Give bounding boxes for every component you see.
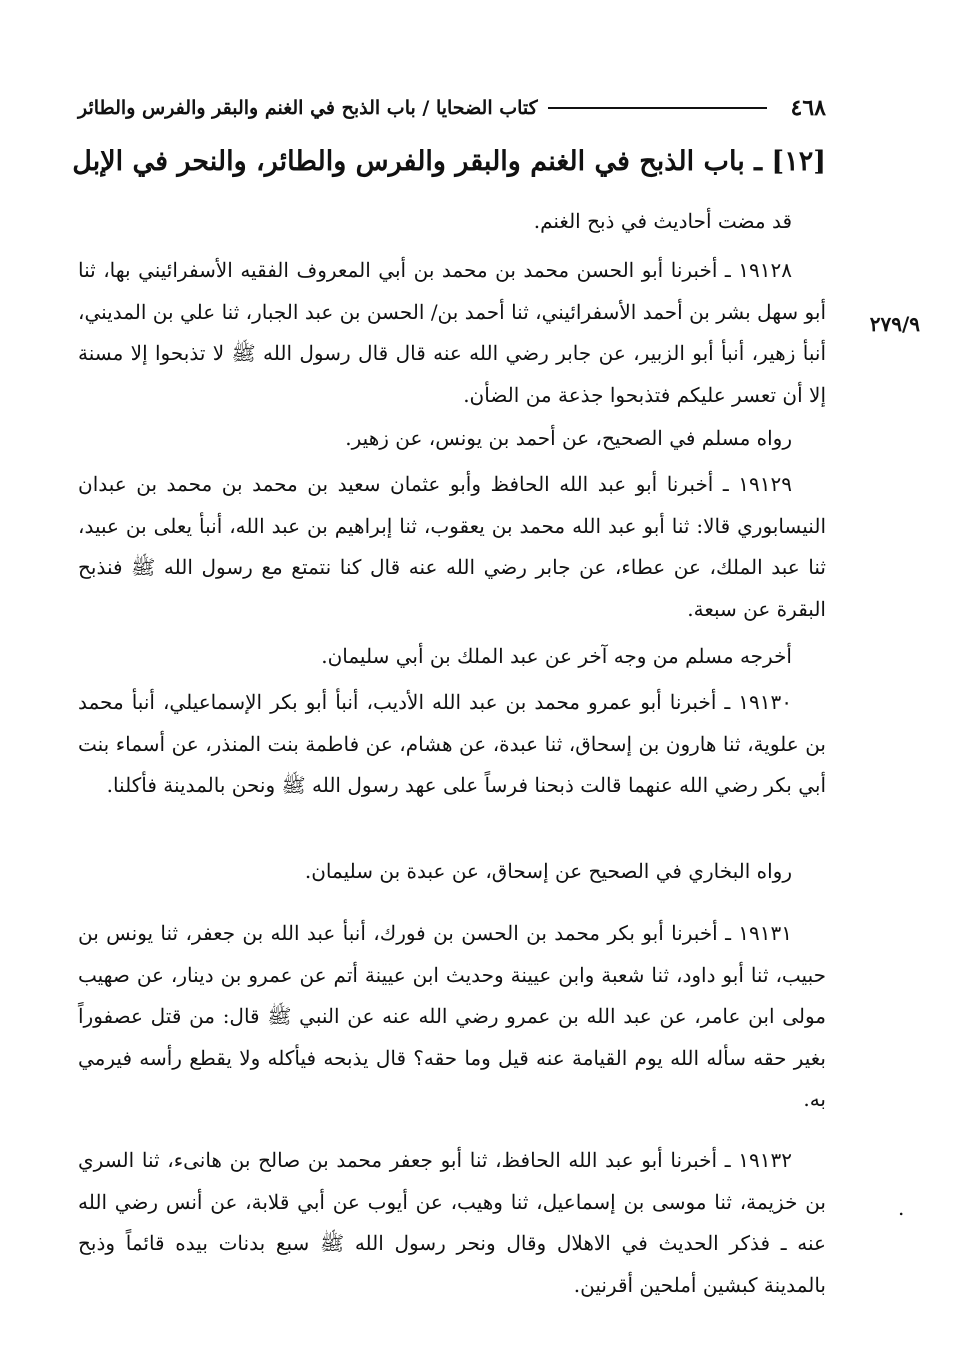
running-header	[78, 88, 826, 128]
paragraph: رواه مسلم في الصحيح، عن أحمد بن يونس، عن زهير.	[345, 426, 792, 450]
hadith-19129	[78, 464, 826, 630]
hadith-19131	[78, 913, 826, 1121]
paragraph: ١٩١٢٨ ـ أخبرنا أبو الحسن محمد بن محمد بن أبي المعروف الفقيه الأسفرائيني بها، ثنا أبو سهل بشر بن أحمد الأسفرائيني، ثنا أحمد بن/ الحسن بن عبد الجبار، ثنا علي بن المديني، أنبأ زهير، أنبأ أبو الزبير، عن جابر رضي الله عنه قال قال رسول الله ﷺ لا تذبحوا إلا مسنة إلا أن تعسر عليكم فتذبحوا جذعة من الضأن.	[78, 258, 826, 407]
paragraph: ١٩١٣٠ ـ أخبرنا أبو عمرو محمد بن عبد الله الأديب، أنبأ أبو بكر الإسماعيلي، أنبأ محمد بن علوية، ثنا هارون بن إسحاق، ثنا عبدة، عن هشام، عن فاطمة بنت المنذر، عن أسماء بنت أبي بكر رضي الله عنهما قالت ذبحنا فرساً على عهد رسول الله ﷺ ونحن بالمدينة فأكلنا.	[78, 690, 826, 797]
paragraph: ١٩١٣٢ ـ أخبرنا أبو عبد الله الحافظ، ثنا أبو جعفر محمد بن صالح بن هانىء، ثنا السري بن خزيمة، ثنا موسى بن إسماعيل، ثنا وهيب، عن أيوب عن أبي قلابة، عن أنس رضي الله عنه ـ فذكر الحديث في الاهلال وقال ونحر رسول الله ﷺ سبع بدنات بيده قائماً وذبح بالمدينة كبشين أملحين أقرنين.	[78, 1148, 826, 1297]
running-title: كتاب الضحايا / باب الذبح في الغنم والبقر والفرس والطائر	[78, 97, 538, 119]
paragraph: رواه البخاري في الصحيح عن إسحاق، عن عبدة بن سليمان.	[304, 859, 792, 883]
header-rule	[548, 107, 767, 109]
hadith-19128	[78, 250, 826, 416]
hadith-19132	[78, 1140, 826, 1306]
paragraph: ١٩١٢٩ ـ أخبرنا أبو عبد الله الحافظ وأبو عثمان سعيد بن محمد بن محمد بن عبدان النيسابوري قالا: ثنا أبو عبد الله محمد بن يعقوب، ثنا إبراهيم بن عبد الله، أنبأ يعلى بن عبيد، ثنا عبد الملك، عن عطاء، عن جابر رضي الله عنه قال كنا نتمتع مع رسول الله ﷺ فنذبح البقرة عن سبعة.	[78, 472, 826, 621]
chapter-title: [١٢] ـ باب الذبح في الغنم والبقر والفرس والطائر، والنحر في الإبل	[72, 146, 826, 177]
stray-mark: .	[898, 1196, 905, 1220]
note-19128	[78, 418, 826, 460]
note-19130	[78, 851, 826, 893]
paragraph: أخرجه مسلم من وجه آخر عن عبد الملك بن أبي سليمان.	[321, 644, 792, 668]
paragraph: ١٩١٣١ ـ أخبرنا أبو بكر محمد بن الحسن بن فورك، أنبأ عبد الله بن جعفر، ثنا يونس بن حبيب، ثنا أبو داود، ثنا شعبة وابن عيينة وحديث ابن عيينة أتم عن عمرو بن دينار، عن صهيب مولى ابن عامر، عن عبد الله بن عمرو رضي الله عنه عن النبي ﷺ قال: من قتل عصفوراً بغير حقه سأله الله يوم القيامة عنه قيل وما حقه؟ قال يذبحه فيأكله ولا يقطع رأسه فيرمي به.	[78, 921, 826, 1111]
body-paragraph-intro	[78, 201, 826, 243]
margin-reference: ٢٧٩/٩	[869, 312, 920, 336]
hadith-19130	[78, 682, 826, 807]
note-19129	[78, 636, 826, 678]
page-number: ٤٦٨	[790, 95, 826, 121]
paragraph: قد مضت أحاديث في ذبح الغنم.	[533, 209, 792, 233]
